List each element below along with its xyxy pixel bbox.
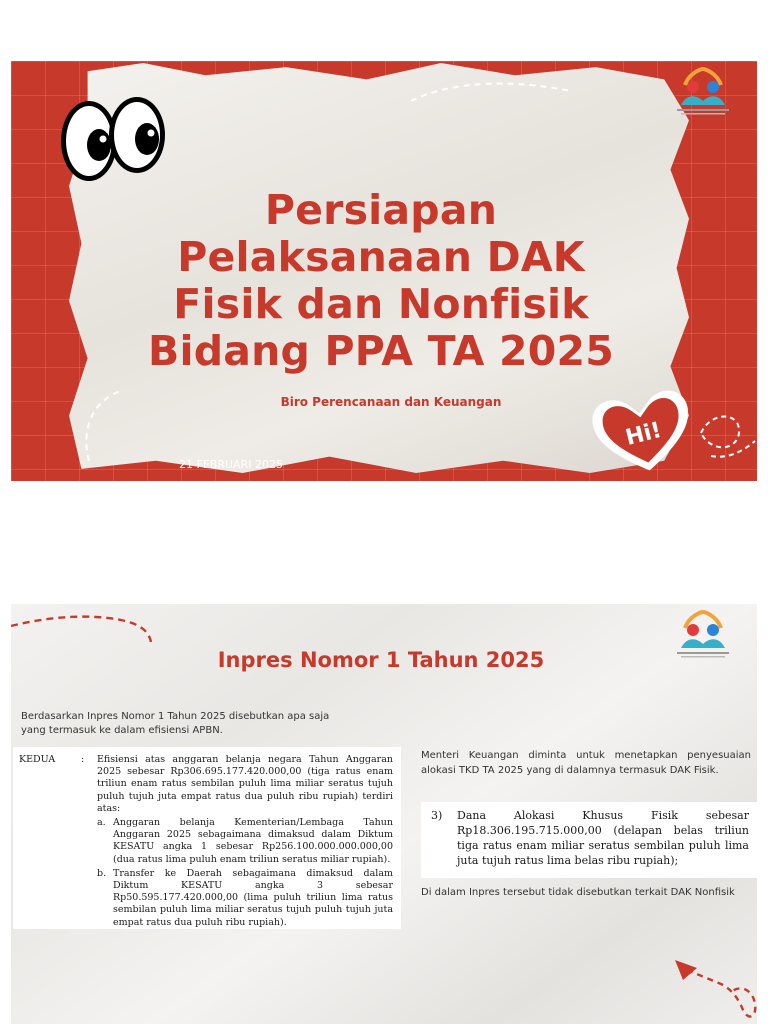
presentation-title	[91, 187, 671, 375]
decree-colon: :	[81, 754, 85, 765]
decree-text: Efisiensi atas anggaran belanja negara Tahun Anggaran 2025 sebesar Rp306.695.177.420.000,00 (tiga ratus enam triliun enam ratus sembilan puluh lima miliar seratus tujuh puluh tujuh juta empat ratus dua puluh ribu rupiah) terdiri atas:	[97, 754, 393, 814]
heart-icon	[591, 387, 695, 477]
decree-excerpt	[13, 747, 401, 929]
item-text: Transfer ke Daerah sebagaimana dimaksud dalam Diktum KESATU angka 3 sebesar Rp50.595.177.420.000,00 (lima puluh triliun lima ratus sembilan puluh lima miliar seratus tujuh puluh tujuh juta empat ratus dua puluh ribu rupiah).	[113, 867, 393, 928]
item-marker: a.	[97, 817, 106, 829]
decree-item	[97, 868, 393, 929]
decree-label: KEDUA	[19, 754, 56, 765]
googly-eyes-icon	[57, 91, 169, 187]
presentation-date: 21 FEBRUARI 2025	[179, 458, 283, 471]
decree-body	[97, 754, 393, 929]
nonfisik-note: Di dalam Inpres tersebut tidak disebutkan terkait DAK Nonfisik	[421, 887, 735, 898]
slide-title: Inpres Nomor 1 Tahun 2025	[217, 648, 545, 672]
title-line: Fisik dan Nonfisik	[173, 280, 589, 328]
ministry-logo-icon	[663, 65, 743, 119]
heart-text: Hi!	[623, 417, 665, 451]
ministry-logo-icon	[663, 608, 743, 662]
arrow-icon	[675, 960, 697, 980]
item-text: Anggaran belanja Kementerian/Lembaga Tahun Anggaran 2025 sebagaimana dimaksud dalam Diktum KESATU angka 1 sebesar Rp256.100.000.000.000,00 (dua ratus lima puluh enam triliun seratus miliar rupiah).	[113, 817, 393, 865]
item-marker: 3)	[431, 809, 443, 822]
title-slide	[11, 61, 757, 481]
item-marker: b.	[97, 867, 107, 879]
item-text: Dana Alokasi Khusus Fisik sebesar Rp18.306.195.715.000,00 (delapan belas triliun tiga ratus enam miliar seratus sembilan puluh lima juta tujuh ratus lima belas ribu rupiah);	[457, 809, 749, 867]
decree-item	[97, 817, 393, 866]
title-line: Persiapan	[264, 186, 498, 234]
inpres-slide	[11, 604, 757, 1024]
intro-text: Berdasarkan Inpres Nomor 1 Tahun 2025 disebutkan apa saja yang termasuk ke dalam efisiensi APBN.	[21, 711, 330, 736]
presenter-name: Biro Perencanaan dan Keuangan	[280, 395, 502, 409]
title-line: Pelaksanaan DAK	[177, 233, 585, 281]
title-line: Bidang PPA TA 2025	[148, 327, 614, 375]
finance-minister-text: Menteri Keuangan diminta untuk menetapkan penyesuaian alokasi TKD TA 2025 yang di dalamnya termasuk DAK Fisik.	[421, 750, 751, 776]
dak-fisik-excerpt	[421, 802, 757, 878]
